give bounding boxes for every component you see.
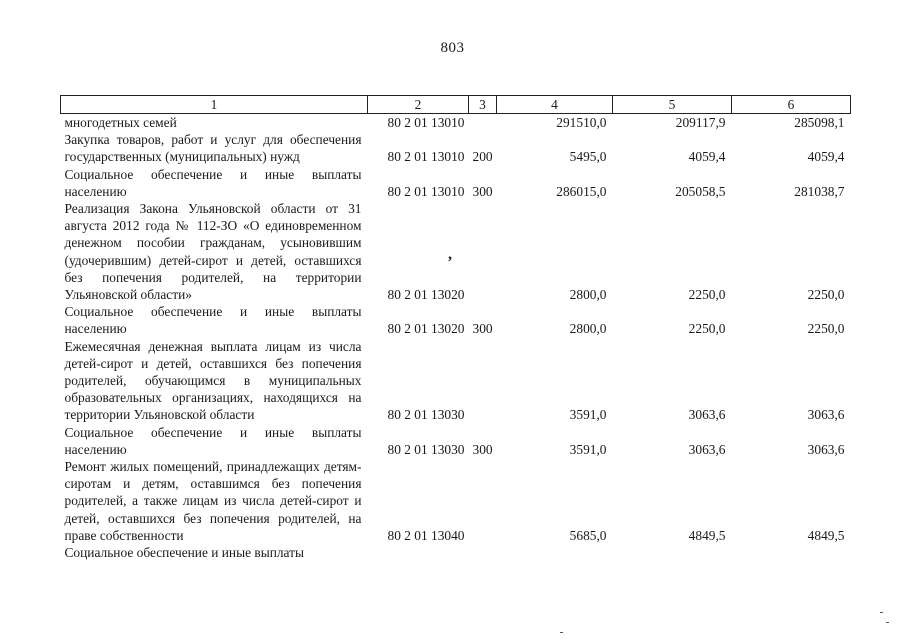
row-value-6: 4849,5 xyxy=(807,527,845,543)
row-description: Социальное обеспечение и иные выплаты населению xyxy=(64,304,362,337)
row-code: 80 2 01 13010 xyxy=(387,149,465,165)
row-expense-type: 200 xyxy=(472,149,493,165)
row-value-6: 281038,7 xyxy=(794,183,845,199)
scan-speck xyxy=(560,632,563,633)
row-value-4: 286015,0 xyxy=(556,183,607,199)
row-value-5: 4849,5 xyxy=(688,527,726,543)
row-expense-type: 300 xyxy=(472,321,493,337)
row-expense-type: 300 xyxy=(472,183,493,199)
row-value-4: 5495,0 xyxy=(569,149,607,165)
row-value-6: 3063,6 xyxy=(807,407,845,423)
row-expense-type xyxy=(469,544,497,561)
row-description: Закупка товаров, работ и услуг для обеспечения государственных (муниципальных) нужд xyxy=(64,132,362,165)
table-row xyxy=(61,200,851,303)
row-description: Социальное обеспечение и иные выплаты населению xyxy=(64,424,362,457)
row-value-6 xyxy=(732,544,851,561)
column-number-row xyxy=(61,96,851,114)
row-value-5: 3063,6 xyxy=(688,407,726,423)
scan-tick-mark: , xyxy=(448,246,452,263)
column-header-1: 1 xyxy=(61,96,368,114)
table-row xyxy=(61,424,851,458)
row-value-4: 5685,0 xyxy=(569,527,607,543)
row-description: Социальное обеспечение и иные выплаты xyxy=(64,545,305,561)
row-value-4: 2800,0 xyxy=(569,287,607,303)
row-value-5: 2250,0 xyxy=(688,321,726,337)
row-expense-type xyxy=(469,458,497,544)
column-header-2: 2 xyxy=(368,96,469,114)
row-value-5: 3063,6 xyxy=(688,441,726,457)
row-value-4: 291510,0 xyxy=(556,115,607,130)
table-row xyxy=(61,338,851,424)
row-code: 80 2 01 13030 xyxy=(387,407,465,423)
row-expense-type: 300 xyxy=(472,441,493,457)
budget-table xyxy=(60,95,851,561)
row-value-6: 2250,0 xyxy=(807,321,845,337)
table-row xyxy=(61,458,851,544)
row-expense-type xyxy=(469,114,497,132)
table-row xyxy=(61,166,851,200)
row-value-5: 2250,0 xyxy=(688,287,726,303)
page-number: 803 xyxy=(440,40,465,56)
row-value-4: 3591,0 xyxy=(569,441,607,457)
row-value-5: 4059,4 xyxy=(688,149,726,165)
table-row xyxy=(61,544,851,561)
row-value-6: 4059,4 xyxy=(807,149,845,165)
row-value-5: 205058,5 xyxy=(675,183,726,199)
row-value-4 xyxy=(497,544,613,561)
table-row xyxy=(61,303,851,337)
table-row xyxy=(61,131,851,165)
row-description: Социальное обеспечение и иные выплаты населению xyxy=(64,166,362,199)
scan-speck xyxy=(880,612,883,613)
row-description: Ежемесячная денежная выплата лицам из числа детей-сирот и детей, оставшихся без попечения родителей, обучающимся в муниципальных образовательных организациях, находящихся на территории Ульяновской области xyxy=(64,338,362,423)
row-description: Реализация Закона Ульяновской области от 31 августа 2012 года № 112-ЗО «О единовременном денежном пособии гражданам, усыновившим (удочерившим) детей-сирот и детей, оставшихся без попечения родителей, на территории Ульяновской области» xyxy=(64,201,362,303)
row-code: 80 2 01 13010 xyxy=(387,115,465,130)
table-row xyxy=(61,114,851,132)
row-expense-type xyxy=(469,338,497,424)
row-code: 80 2 01 13010 xyxy=(387,183,465,199)
row-code: 80 2 01 13030 xyxy=(387,441,465,457)
column-header-5: 5 xyxy=(613,96,732,114)
row-value-4: 3591,0 xyxy=(569,407,607,423)
row-value-4: 2800,0 xyxy=(569,321,607,337)
row-code: 80 2 01 13020 xyxy=(387,287,465,303)
row-code xyxy=(368,544,469,561)
row-expense-type xyxy=(469,200,497,303)
column-header-6: 6 xyxy=(732,96,851,114)
column-header-4: 4 xyxy=(497,96,613,114)
row-value-6: 3063,6 xyxy=(807,441,845,457)
scan-speck xyxy=(886,622,889,623)
row-code: 80 2 01 13020 xyxy=(387,321,465,337)
row-value-6: 2250,0 xyxy=(807,287,845,303)
row-value-5 xyxy=(613,544,732,561)
row-code: 80 2 01 13040 xyxy=(387,527,465,543)
column-header-3: 3 xyxy=(469,96,497,114)
row-description: Ремонт жилых помещений, принадлежащих детям-сиротам и детям, оставшимся без попечения родителей, а также лицам из числа детей-сирот и детей, оставшихся без попечения родителей, на праве собственности xyxy=(64,459,362,543)
row-value-5: 209117,9 xyxy=(675,115,726,130)
row-value-6: 285098,1 xyxy=(794,115,845,130)
row-description: многодетных семей xyxy=(64,115,177,130)
